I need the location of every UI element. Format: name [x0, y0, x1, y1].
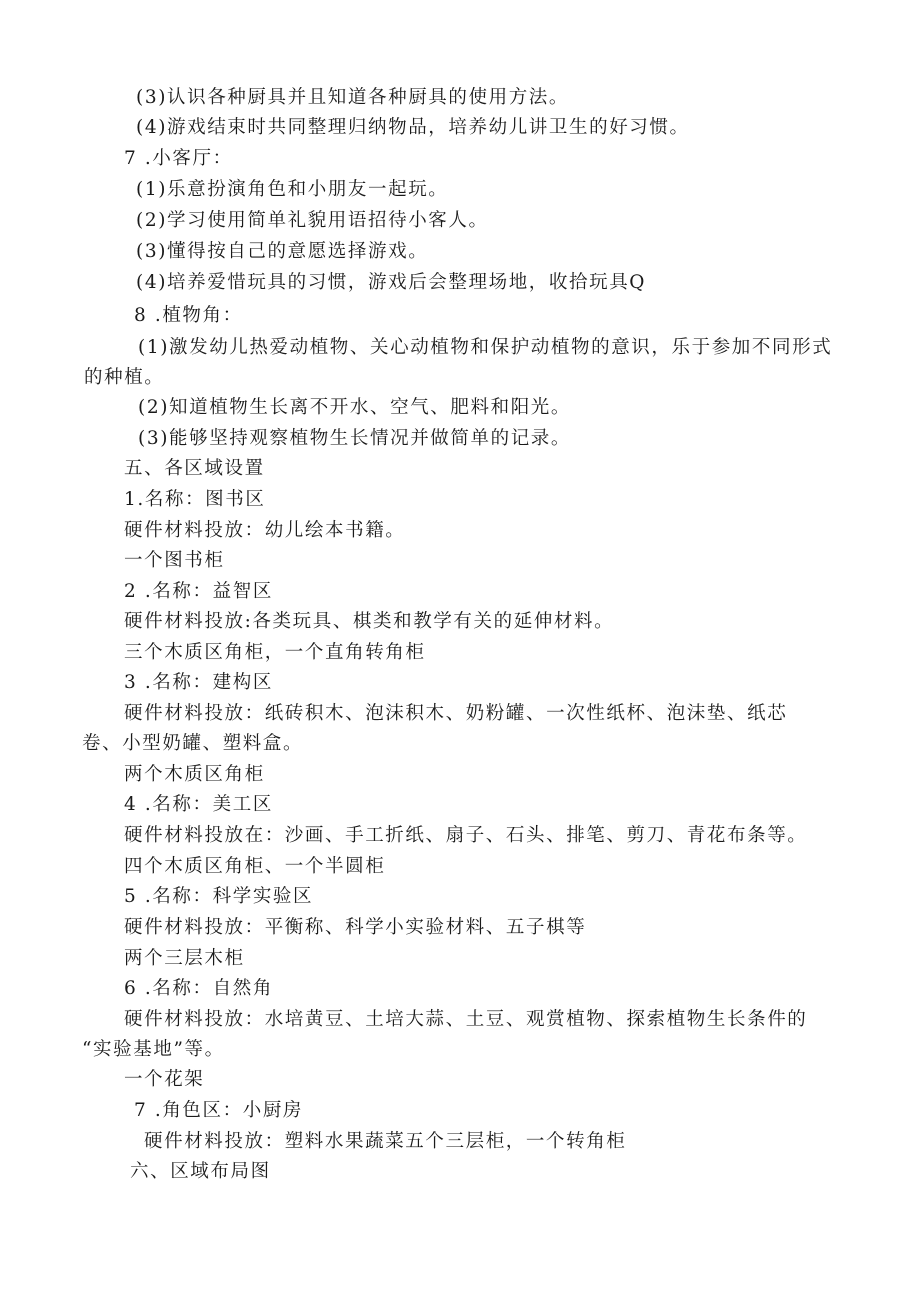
chapter-heading: 六、区域布局图 [130, 1161, 271, 1182]
text-line: 硬件材料投放：塑料水果蔬菜五个三层柜，一个转角柜 [144, 1131, 627, 1152]
text-line: (3)认识各种厨具并且知道各种厨具的使用方法。 [136, 87, 570, 108]
section-heading: 7 .小客厅： [124, 148, 233, 169]
text-line: (3)能够坚持观察植物生长情况并做简单的记录。 [138, 428, 572, 449]
section-heading: 6 .名称：自然角 [124, 978, 273, 999]
section-heading: 3 .名称：建构区 [124, 672, 273, 693]
text-line: (4)培养爱惜玩具的习惯，游戏后会整理场地，收拾玩具Q [136, 272, 647, 293]
section-heading: 2 .名称：益智区 [124, 581, 273, 602]
text-line: 硬件材料投放：幼儿绘本书籍。 [124, 520, 406, 541]
section-heading: 7 .角色区：小厨房 [134, 1100, 304, 1121]
section-heading: 1.名称：图书区 [124, 489, 266, 510]
text-line: 四个木质区角柜、一个半圆柜 [124, 856, 386, 877]
section-heading: 4 .名称：美工区 [124, 794, 273, 815]
text-line: 卷、小型奶罐、塑料盒。 [82, 733, 304, 754]
text-line: (2)学习使用简单礼貌用语招待小客人。 [136, 210, 489, 231]
text-line: 三个木质区角柜，一个直角转角柜 [124, 642, 426, 663]
text-line: (3)懂得按自己的意愿选择游戏。 [136, 241, 429, 262]
text-line: (2)知道植物生长离不开水、空气、肥料和阳光。 [138, 397, 572, 418]
section-heading: 8 .植物角： [134, 305, 243, 326]
text-line: 硬件材料投放：纸砖积木、泡沫积木、奶粉罐、一次性纸杯、泡沫垫、纸芯 [124, 703, 788, 724]
text-line: 一个图书柜 [124, 550, 225, 571]
text-line: 硬件材料投放在：沙画、手工折纸、扇子、石头、排笔、剪刀、青花布条等。 [124, 825, 808, 846]
text-line: “实验基地”等。 [82, 1039, 225, 1060]
text-line: (1)乐意扮演角色和小朋友一起玩。 [136, 179, 449, 200]
text-line: (4)游戏结束时共同整理归纳物品，培养幼儿讲卫生的好习惯。 [136, 117, 690, 138]
text-line: 的种植。 [84, 367, 165, 388]
text-line: 硬件材料投放：平衡称、科学小实验材料、五子棋等 [124, 917, 587, 938]
text-line: 硬件材料投放：水培黄豆、土培大蒜、土豆、观赏植物、探索植物生长条件的 [124, 1009, 808, 1030]
text-line: (1)激发幼儿热爱动植物、关心动植物和保护动植物的意识，乐于参加不同形式 [138, 337, 833, 358]
text-line: 两个木质区角柜 [124, 764, 265, 785]
section-heading: 5 .名称：科学实验区 [124, 886, 314, 907]
chapter-heading: 五、各区域设置 [124, 458, 265, 479]
text-line: 两个三层木柜 [124, 948, 245, 969]
text-line: 硬件材料投放:各类玩具、棋类和教学有关的延伸材料。 [124, 611, 615, 632]
text-line: 一个花架 [124, 1069, 205, 1090]
